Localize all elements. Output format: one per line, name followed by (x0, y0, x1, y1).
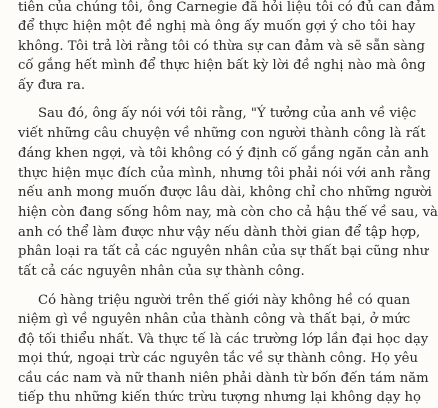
text-line: anh có thể làm được như vậy nếu dành thời gian để tập hợp, (18, 225, 421, 240)
paragraph-first-line: Sau đó, ông ấy nói với tôi rằng, "Ý tưởng của anh về việc (38, 106, 417, 121)
text-line: thực hiện mục đích của mình, nhưng tôi phải nói với anh rằng (18, 166, 431, 181)
text-line: tất cả các nguyên nhân của sự thành công. (18, 264, 305, 279)
text-line: tiếp thu những kiến thức trừu tượng nhưng lại không dạy họ (18, 390, 421, 405)
text-line: niệm gì về nguyên nhân của thành công và thất bại, ở mức (18, 312, 411, 327)
text-line: ấy đưa ra. (18, 78, 86, 93)
text-line: độ tối thiểu nhất. Và thực tế là các trường lớp lần đại học dạy (18, 332, 429, 347)
text-line: đáng khen ngợi, và tôi không có ý định cố gắng ngăn cản anh (18, 146, 429, 161)
text-line: để thực hiện một đề nghị mà ông ấy muốn gợi ý cho tôi hay (18, 19, 416, 34)
text-line: tiên của chúng tôi, ông Carnegie đã hỏi liệu tôi có đủ can đảm (18, 0, 435, 15)
text-line: cố gắng hết mình để thực hiện bất kỳ lời đề nghị nào mà ông (18, 58, 426, 73)
text-line: mọi thứ, ngoại trừ các nguyên tắc về sự thành công. Họ yêu (18, 351, 418, 366)
text-line: không. Tôi trả lời rằng tôi có thừa sự can đảm và sẽ sẵn sàng (18, 39, 425, 54)
text-line: viết những câu chuyện về những con người thành công là rất (18, 126, 426, 141)
text-line: hiện còn đang sống hôm nay, mà còn cho cả hậu thế về sau, và (18, 205, 438, 220)
text-line: nếu anh mong muốn được lâu dài, không chỉ cho những người (18, 185, 432, 200)
paragraph-first-line: Có hàng triệu người trên thế giới này không hề có quan (38, 293, 411, 308)
text-line: phân loại ra tất cả các nguyên nhân của sự thất bại cũng như (18, 244, 429, 259)
book-page (18, 0, 438, 405)
text-line: cầu các nam và nữ thanh niên phải dành từ bốn đến tám năm (18, 371, 429, 386)
